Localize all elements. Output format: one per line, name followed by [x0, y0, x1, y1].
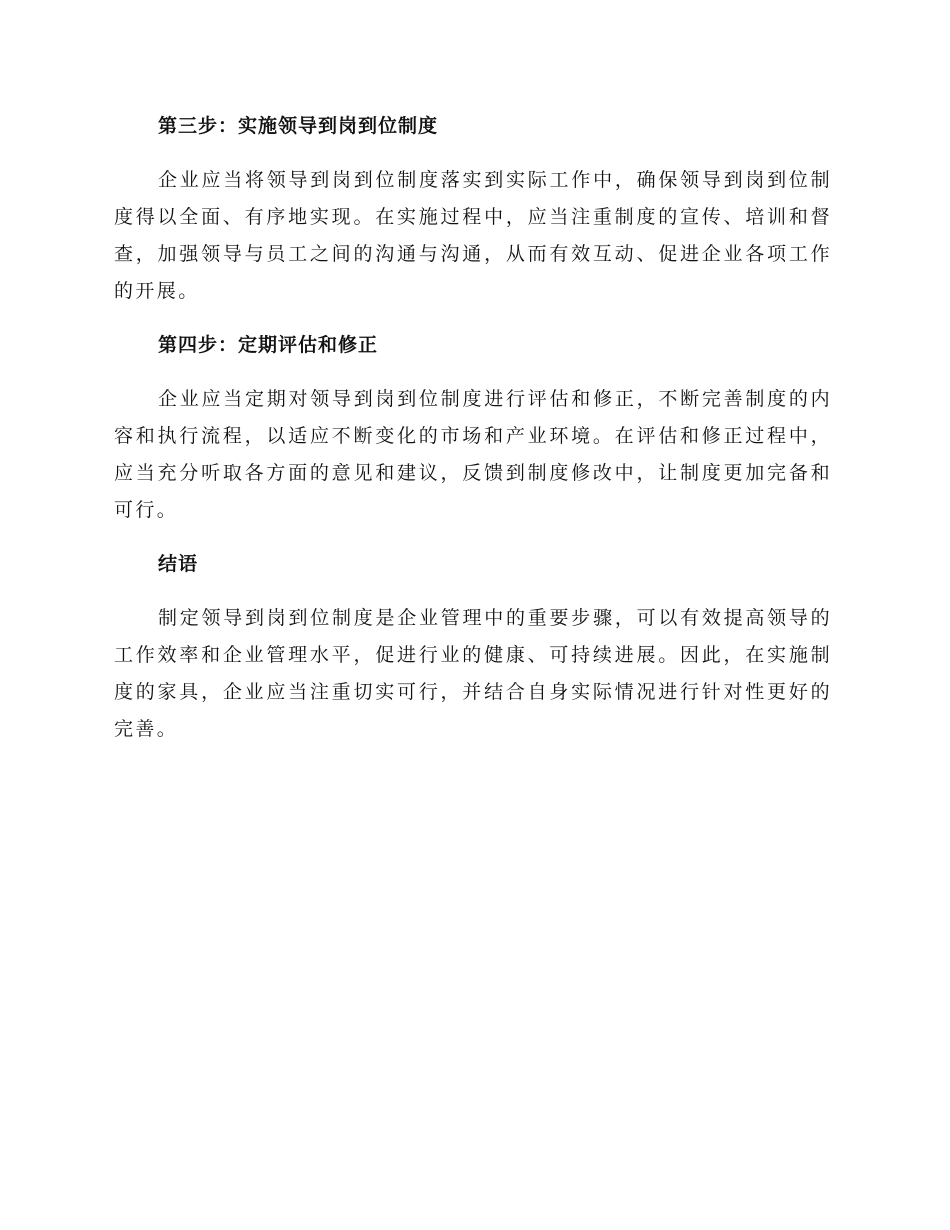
- section-heading-step-three: 第三步：实施领导到岗到位制度: [158, 115, 439, 137]
- document-body: [114, 108, 832, 748]
- section-paragraph-step-three: 企业应当将领导到岗到位制度落实到实际工作中，确保领导到岗到位制度得以全面、有序地实现。在实施过程中，应当注重制度的宣传、培训和督查，加强领导与员工之间的沟通与沟通，从而有效互动、促进企业各项工作的开展。: [114, 169, 832, 302]
- section-paragraph-step-four: 企业应当定期对领导到岗到位制度进行评估和修正，不断完善制度的内容和执行流程，以适应不断变化的市场和产业环境。在评估和修正过程中，应当充分听取各方面的意见和建议，反馈到制度修改中，让制度更加完备和可行。: [114, 388, 832, 521]
- section-paragraph-conclusion: 制定领导到岗到位制度是企业管理中的重要步骤，可以有效提高领导的工作效率和企业管理水平，促进行业的健康、可持续进展。因此，在实施制度的家具，企业应当注重切实可行，并结合自身实际情况进行针对性更好的完善。: [114, 607, 832, 740]
- section-heading-step-four: 第四步：定期评估和修正: [158, 334, 379, 356]
- section-heading-conclusion: 结语: [158, 553, 199, 575]
